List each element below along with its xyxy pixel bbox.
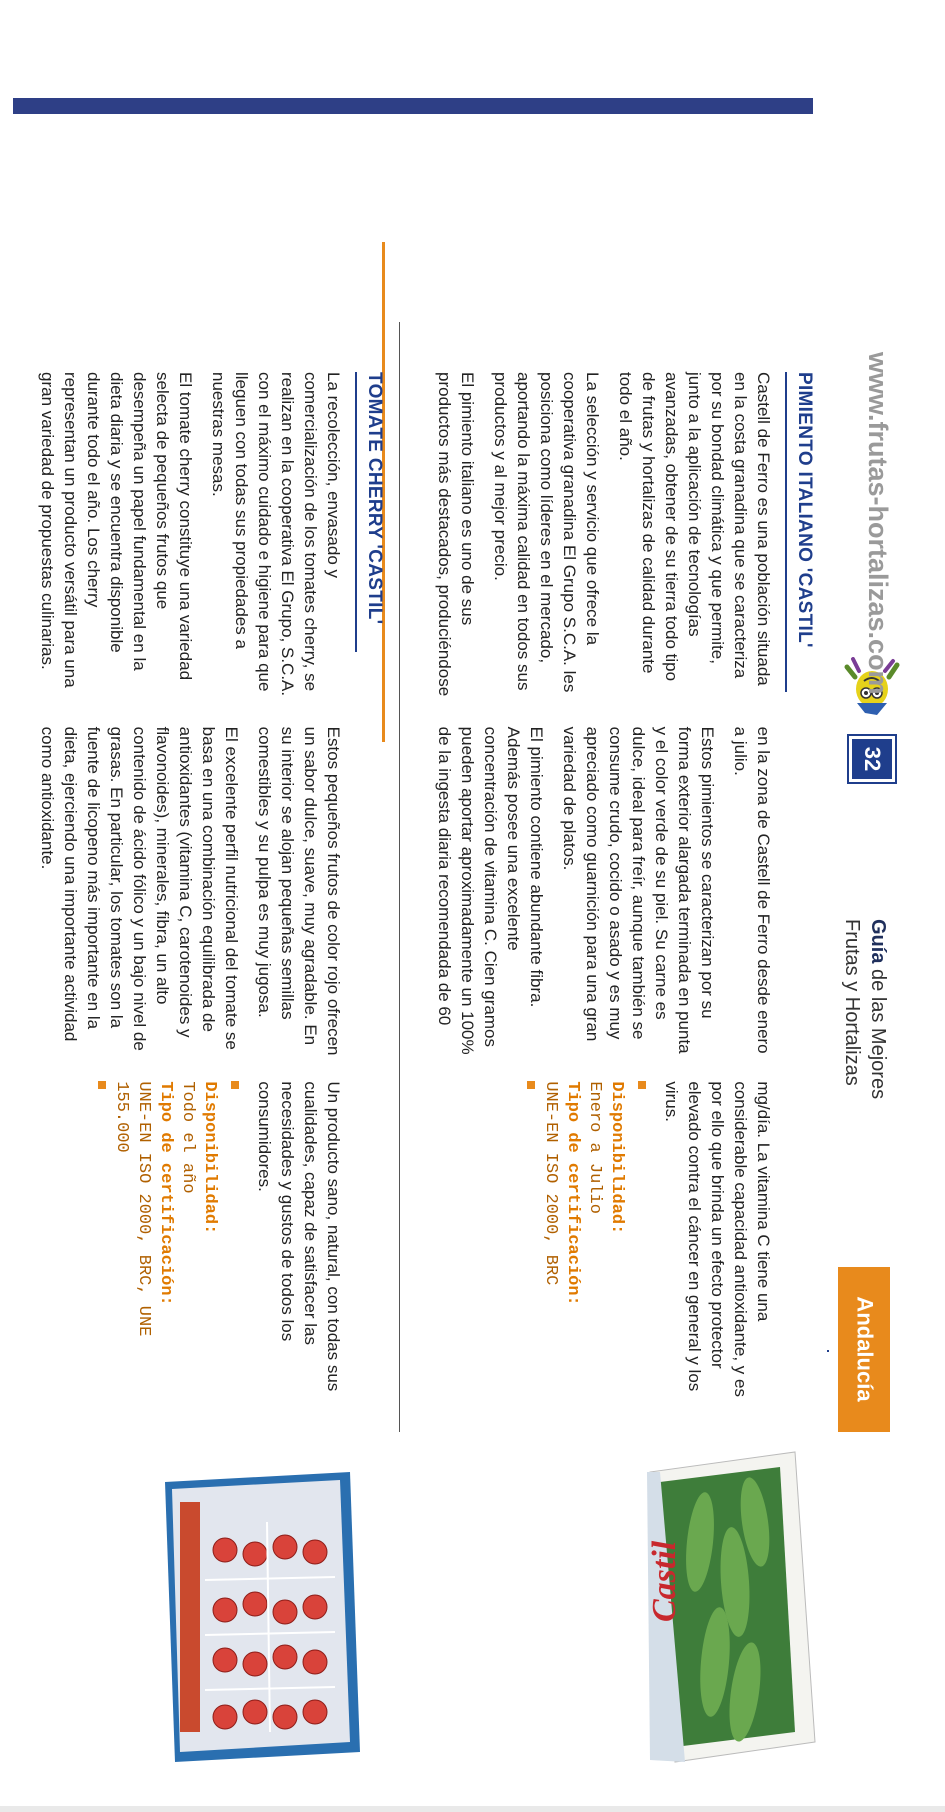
pimiento-cert-label: Tipo de certificación: [563, 1081, 582, 1306]
tomate-cert-value: UNE-EN ISO 2000, BRC, UNE 155.000 [112, 1081, 153, 1337]
guide-title [831, 917, 897, 1157]
top-edge-line [0, 1806, 945, 1812]
header-bar [13, 98, 813, 114]
tomate-paragraph: El excelente perfil nutricional del tomate se basa en una combinación equilibrada de antioxidantes (vitamina C, carotenoides y flavonoides), minerales, fibra, un alto contenido de ácido fólico y un bajo nivel de grasas. En particular, los tomates son la fuente de licopeno más importante en la dieta, ejerciendo una importante actividad como antioxidante. [38, 726, 241, 1051]
tomate-paragraph: La recolección, envasado y comercialización de los tomates cherry, se realizan en la cooperativa El Grupo, S.C.A. con el máximo cuidado e higiene para que lleguen con todas sus propiedades a nuestras mesas. [209, 372, 343, 697]
tomate-paragraph: El tomate cherry constituye una variedad selecta de pequeños frutos que desempeña un papel fundamental en la dieta diaria y se encuentra disponible durante todo el año. Los cherry representan un producto versátil para una gran variedad de propuestas culinarias. [38, 372, 195, 688]
pimiento-title: PIMIENTO ITALIANO 'CASTIL' [794, 372, 815, 648]
tomate-availability-value: Todo el año [178, 1081, 197, 1194]
bullet-square [638, 1081, 646, 1089]
pimiento-box-photo [645, 1442, 825, 1772]
guide-title-rest: de las Mejores [867, 963, 889, 1100]
bullet-square [231, 1081, 239, 1089]
bullet-square [527, 1081, 535, 1089]
pimiento-title-rule [785, 372, 787, 692]
pimiento-paragraph: El pimiento italiano es uno de sus productos más destacados, produciéndose en la zona de Castell de Ferro desde enero a julio. [435, 372, 773, 1054]
bullet-square [98, 1081, 106, 1089]
column-divider [399, 322, 400, 1432]
tomate-cert-label: Tipo de certificación: [156, 1081, 175, 1306]
tomate-title: TOMATE CHERRY 'CASTIL' [364, 372, 385, 625]
region-tab [838, 1267, 890, 1432]
pimiento-cert-value: UNE-EN ISO 2000, BRC [541, 1081, 560, 1286]
side-strip [833, 0, 945, 1812]
pimiento-paragraph: Estos pimientos se caracterizan por su forma exterior alargada terminada en punta y el color verde de su piel. Su carne es dulce, ideal para freír, aunque también se consume crudo, cocido o asado y es muy apreciado como guarnición para una gran variedad de platos. [560, 726, 717, 1054]
tomate-paragraph: Estos pequeños frutos de color rojo ofrecen un sabor dulce, suave, muy agradable. En su interior se alojan pequeñas semillas comestibles y su pulpa es muy jugosa. [255, 726, 343, 1056]
guide-title-bold: Guía [867, 919, 889, 964]
pimiento-availability-value: Enero a Julio [585, 1081, 604, 1214]
tomate-tray-photo [155, 1462, 375, 1772]
pimiento-article [415, 372, 815, 1412]
pimiento-availability-label: Disponibilidad: [607, 1081, 626, 1235]
pimiento-paragraph: Castell de Ferro es una población situada en la costa granadina que se caracteriza por su bondad climática y que permite, junto a la aplicación de tecnologías avanzadas, obtener de su tierra todo tipo de frutas y hortalizas de calidad durante todo el año. [616, 372, 773, 686]
pimiento-body [415, 372, 775, 1412]
region-label: Andalucía [851, 1296, 877, 1403]
pimiento-paragraph: El pimiento contiene abundante fibra. Además posee una excelente concentración de vitamina C. Cien gramos pueden aportar aproximadamente un 100% de la ingesta diaria recomendada de 60 mg/día. La vitamina C tiene una considerable capacidad antioxidante, y es por ello que brinda un efecto protector elevado contra el cáncer en general y los virus. [435, 726, 773, 1397]
page-number: 32 [860, 746, 886, 772]
website-url: www.frutas-hortalizas.com [863, 352, 893, 695]
tomate-paragraph: Un producto sano, natural, con todas sus cualidades, capaz de satisfacer las necesidades y gustos de todos los consumidores. [255, 1081, 343, 1392]
tomate-body [15, 372, 345, 1412]
tomate-availability-label: Disponibilidad: [200, 1081, 219, 1235]
divider [827, 1350, 829, 1352]
pimiento-paragraph: La selección y servicio que ofrece la cooperativa granadina El Grupo S.C.A. les posiciona como líderes en el mercado, aportando la máxima calidad en todos sus productos y al mejor precio. [491, 372, 602, 693]
tomate-title-rule [355, 372, 357, 652]
guide-title-line2: Frutas y Hortalizas [841, 919, 863, 1086]
box-tag [804, 1753, 805, 1754]
page-number-badge [849, 736, 895, 782]
box-brand-text: Castil [646, 1540, 683, 1622]
tomate-article [25, 372, 385, 1412]
